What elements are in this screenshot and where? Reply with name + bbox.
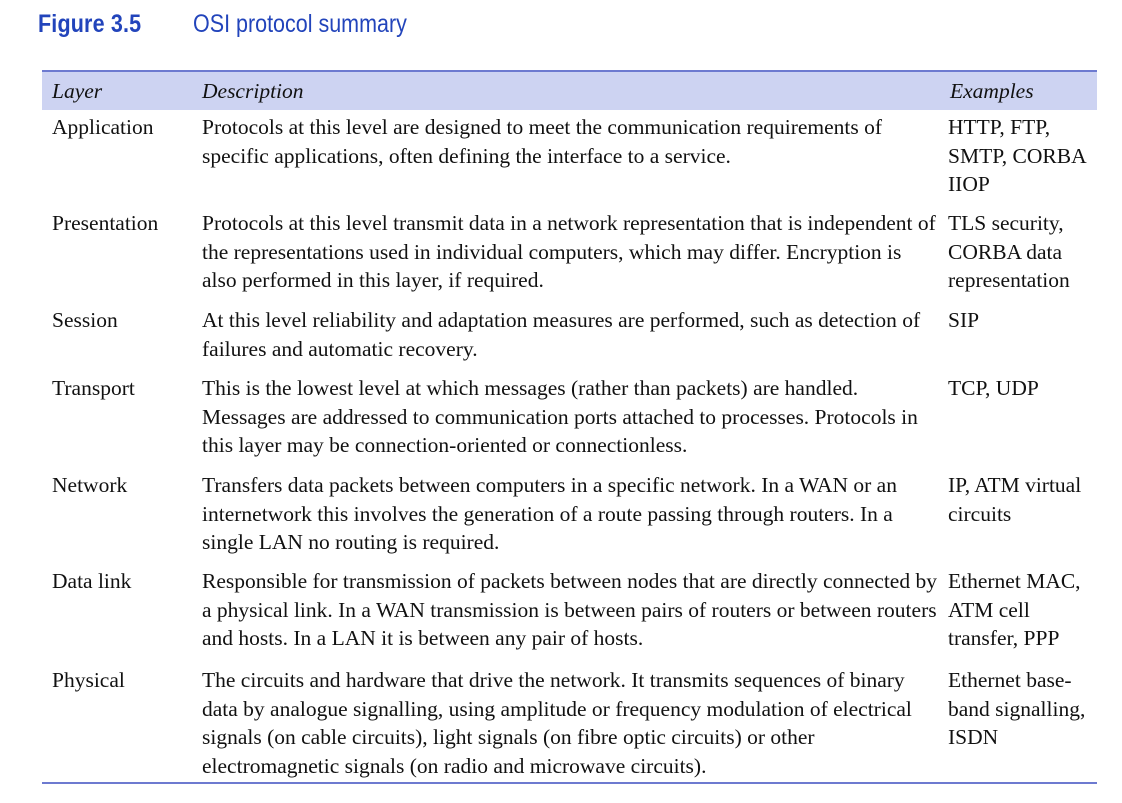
header-description: Description	[202, 78, 304, 103]
layer-cell: Transport	[52, 376, 135, 400]
table-header	[42, 71, 1097, 110]
osi-protocol-table-container	[42, 70, 1097, 784]
table-row-network	[42, 468, 1097, 564]
examples-cell: HTTP, FTP, SMTP, CORBA IIOP	[948, 115, 1086, 196]
examples-cell: TLS security, CORBA data representation	[948, 211, 1070, 292]
layer-cell: Session	[52, 308, 118, 332]
layer-cell: Network	[52, 473, 128, 497]
examples-cell: Ethernet base-band signalling, ISDN	[948, 668, 1086, 749]
table-row-transport	[42, 371, 1097, 468]
table-body	[42, 110, 1097, 783]
description-cell: Transfers data packets between computers in a specific network. In a WAN or an internetwork this involves the generation of a route passing through routers. In a single LAN no routing is required.	[202, 473, 897, 554]
layer-cell: Physical	[52, 668, 125, 692]
layer-cell: Application	[52, 115, 154, 139]
description-cell: Protocols at this level are designed to meet the communication requirements of specific applications, often defining the interface to a service.	[202, 115, 883, 168]
table-row-session	[42, 303, 1097, 371]
description-cell: At this level reliability and adaptation measures are performed, such as detection of failures and automatic recovery.	[202, 308, 921, 361]
examples-cell: SIP	[948, 308, 980, 332]
table-row-application	[42, 110, 1097, 206]
header-layer: Layer	[52, 78, 103, 103]
header-row	[42, 71, 1097, 110]
description-cell: Responsible for transmission of packets between nodes that are directly connected by a physical link. In a WAN transmission is between pairs of routers or between routers and hosts. In a LAN it is between any pair of hosts.	[202, 569, 937, 650]
table-row-presentation	[42, 206, 1097, 303]
header-examples: Examples	[950, 78, 1034, 103]
examples-cell: Ethernet MAC, ATM cell transfer, PPP	[948, 569, 1081, 650]
figure-title: OSI protocol summary	[193, 9, 407, 38]
layer-cell: Data link	[52, 569, 132, 593]
table-row-physical	[42, 663, 1097, 783]
description-cell: Protocols at this level transmit data in a network representation that is independent of the representations used in individual computers, which may differ. Encryption is also performed in this layer, if required.	[202, 211, 936, 292]
description-cell: The circuits and hardware that drive the network. It transmits sequences of binary data by analogue signalling, using amplitude or frequency modulation of electrical signals (on cable circuits), light signals (on fibre optic circuits) or other electromagnetic signals (on radio and microwave circuits).	[202, 668, 912, 778]
osi-protocol-table	[42, 70, 1097, 784]
layer-cell: Presentation	[52, 211, 159, 235]
description-cell: This is the lowest level at which messages (rather than packets) are handled. Messages are addressed to communication ports attached to processes. Protocols in this layer may be connection-oriented or connectionless.	[202, 376, 918, 457]
figure-number: Figure 3.5	[38, 9, 142, 38]
figure-caption	[38, 4, 442, 44]
examples-cell: IP, ATM virtual circuits	[948, 473, 1082, 526]
examples-cell: TCP, UDP	[948, 376, 1039, 400]
table-row-data-link	[42, 564, 1097, 663]
